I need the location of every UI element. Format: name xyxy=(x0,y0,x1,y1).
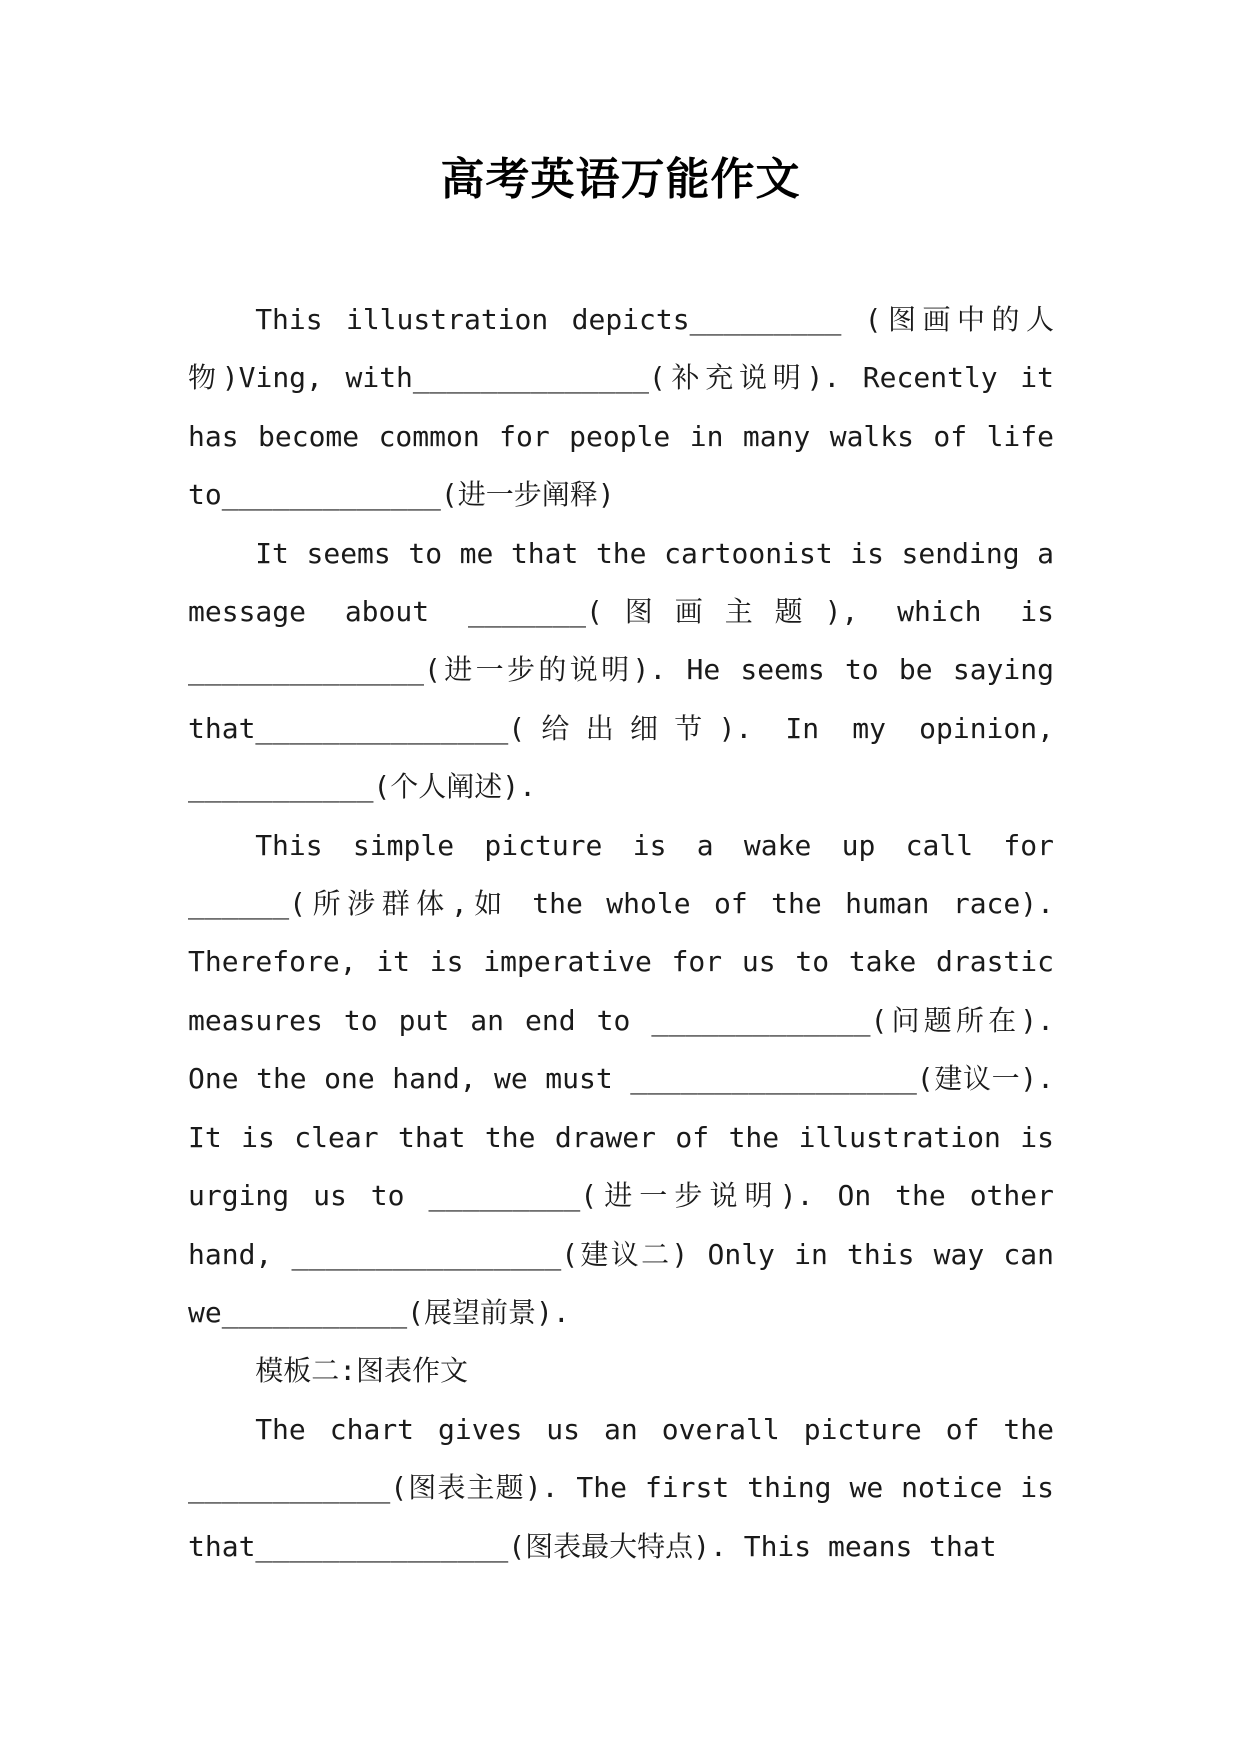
paragraph-4: The chart gives us an overall picture of the ____________(图表主题). The first thing we notice is that_______________(图表最大特点). This means that xyxy=(188,1412,1054,1563)
document-body xyxy=(188,291,1054,1576)
paragraph-3: This simple picture is a wake up call for ______(所涉群体,如 the whole of the human race). Therefore, it is imperative for us to take drastic measures to put an end to _____________(问题所在). One the one hand, we must _________________(建议一). It is clear that the drawer of the illustration is urging us to _________(进一步说明). On the other hand, ________________(建议二) Only in this way can we___________(展望前景). xyxy=(188,828,1054,1329)
section-heading: 模板二:图表作文 xyxy=(255,1354,469,1388)
paragraph-1: This illustration depicts_________ (图画中的人物)Ving, with______________(补充说明). Recently it has become common for people in many walks of life to_____________(进一步阐释) xyxy=(188,303,1054,512)
document-title: 高考英语万能作文 xyxy=(440,154,801,205)
paragraph-2: It seems to me that the cartoonist is sending a message about _______(图画主题), which is ______________(进一步的说明). He seems to be saying that_______________(给出细节). In my opinion, ___________(个人阐述). xyxy=(188,536,1054,804)
